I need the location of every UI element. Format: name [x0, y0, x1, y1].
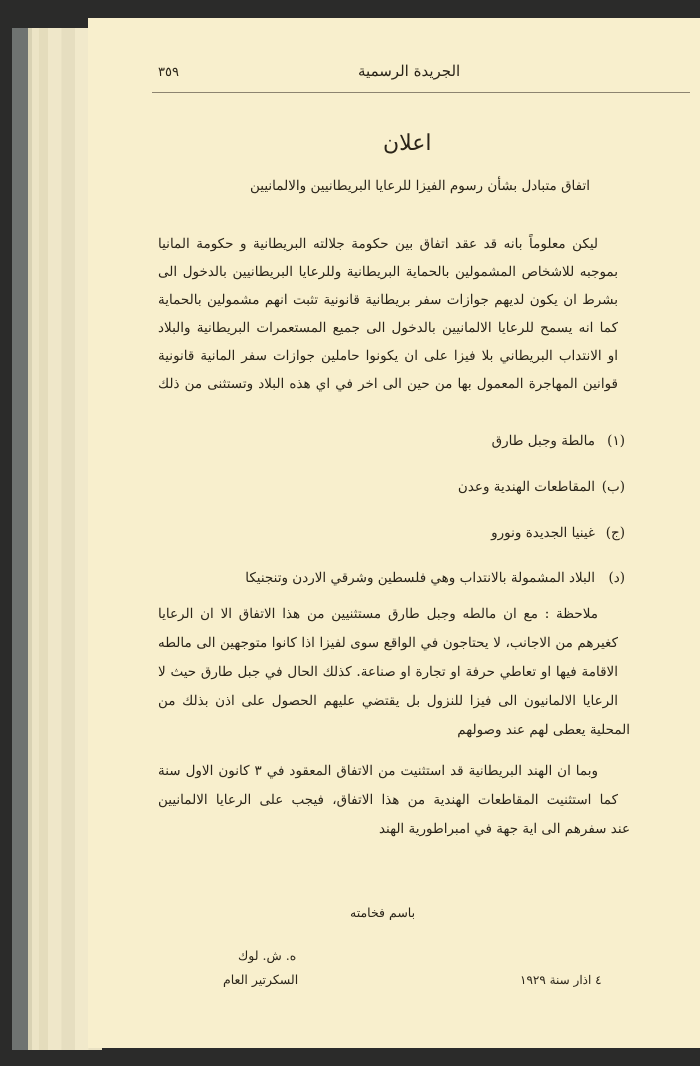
paragraph-line: بشرط ان يكون لديهم جوازات سفر بريطانية قانونية تثبت انهم مشمولين بالحماية [158, 292, 618, 308]
note-line: الاقامة فيها او تعاطي حرفة او تجارة او صناعة. كذلك الحال في جبل طارق حيث لا [158, 664, 618, 680]
list-marker: (ج) [605, 525, 625, 541]
note-line: ملاحظة : مع ان مالطه وجبل طارق مستثنيين من هذا الاتفاق الا ان الرعايا [158, 606, 598, 622]
paragraph-line: كما انه يسمح للرعايا الالمانيين بالدخول الى جميع المستعمرات البريطانية والبلاد [158, 320, 618, 336]
paragraph-line: او الانتداب البريطاني بلا فيزا على ان يكونوا حاملين جوازات سفر المانية قانونية [158, 348, 618, 364]
list-item: المقاطعات الهندية وعدن [457, 479, 595, 495]
note-line: الرعايا الالمانيون الى فيزا للنزول بل يقتضي عليهم الحصول على اذن بذلك من [158, 693, 618, 709]
paragraph-line: قوانين المهاجرة المعمول بها من حين الى اخر في اي هذه البلاد وتستثنى من ذلك [158, 376, 618, 392]
paragraph-line: بموجبه للاشخاص المشمولين بالحماية البريطانية وللرعايا البريطانيين بالدخول الى [158, 264, 618, 280]
list-item: غينيا الجديدة ونورو [491, 525, 595, 541]
list-item: البلاد المشمولة بالانتداب وهي فلسطين وشرقي الاردن وتنجنيكا [245, 570, 595, 586]
paragraph-line: كما استثنيت المقاطعات الهندية من هذا الاتفاق، فيجب على الرعايا الالمانيين [158, 792, 618, 808]
document-page [88, 18, 700, 1048]
paragraph-line: ليكن معلوماً بانه قد عقد اتفاق بين حكومة جلالته البريطانية و حكومة المانيا [158, 236, 598, 252]
page-number: ٣٥٩ [158, 65, 179, 80]
signature-date: ٤ اذار سنة ١٩٢٩ [520, 973, 602, 987]
note-line: المحلية يعطى لهم عند وصولهم [457, 722, 630, 738]
notice-title: اعلان [383, 131, 432, 156]
list-marker: (د) [608, 570, 625, 586]
signatory-name: ه. ش. لوك [238, 948, 297, 963]
signatory-position: السكرتير العام [223, 972, 299, 987]
list-marker: (ب) [601, 479, 625, 495]
list-item: مالطة وجبل طارق [491, 433, 595, 449]
list-marker: (١) [607, 433, 625, 449]
notice-subtitle: اتفاق متبادل بشأن رسوم الفيزا للرعايا البريطانيين والالمانيين [250, 178, 590, 194]
signature-on-behalf: باسم فخامته [350, 905, 416, 920]
note-line: كغيرهم من الاجانب، لا يحتاجون في الواقع سوى لفيزا اذا كانوا متوجهين الى مالطه [158, 635, 618, 651]
header-rule [152, 92, 690, 93]
paragraph-line: وبما ان الهند البريطانية قد استثنيت من الاتفاق المعقود في ٣ كانون الاول سنة [158, 763, 598, 779]
journal-title: الجريدة الرسمية [358, 62, 461, 80]
paragraph-line: عند سفرهم الى اية جهة في امبراطورية الهند [378, 821, 630, 837]
